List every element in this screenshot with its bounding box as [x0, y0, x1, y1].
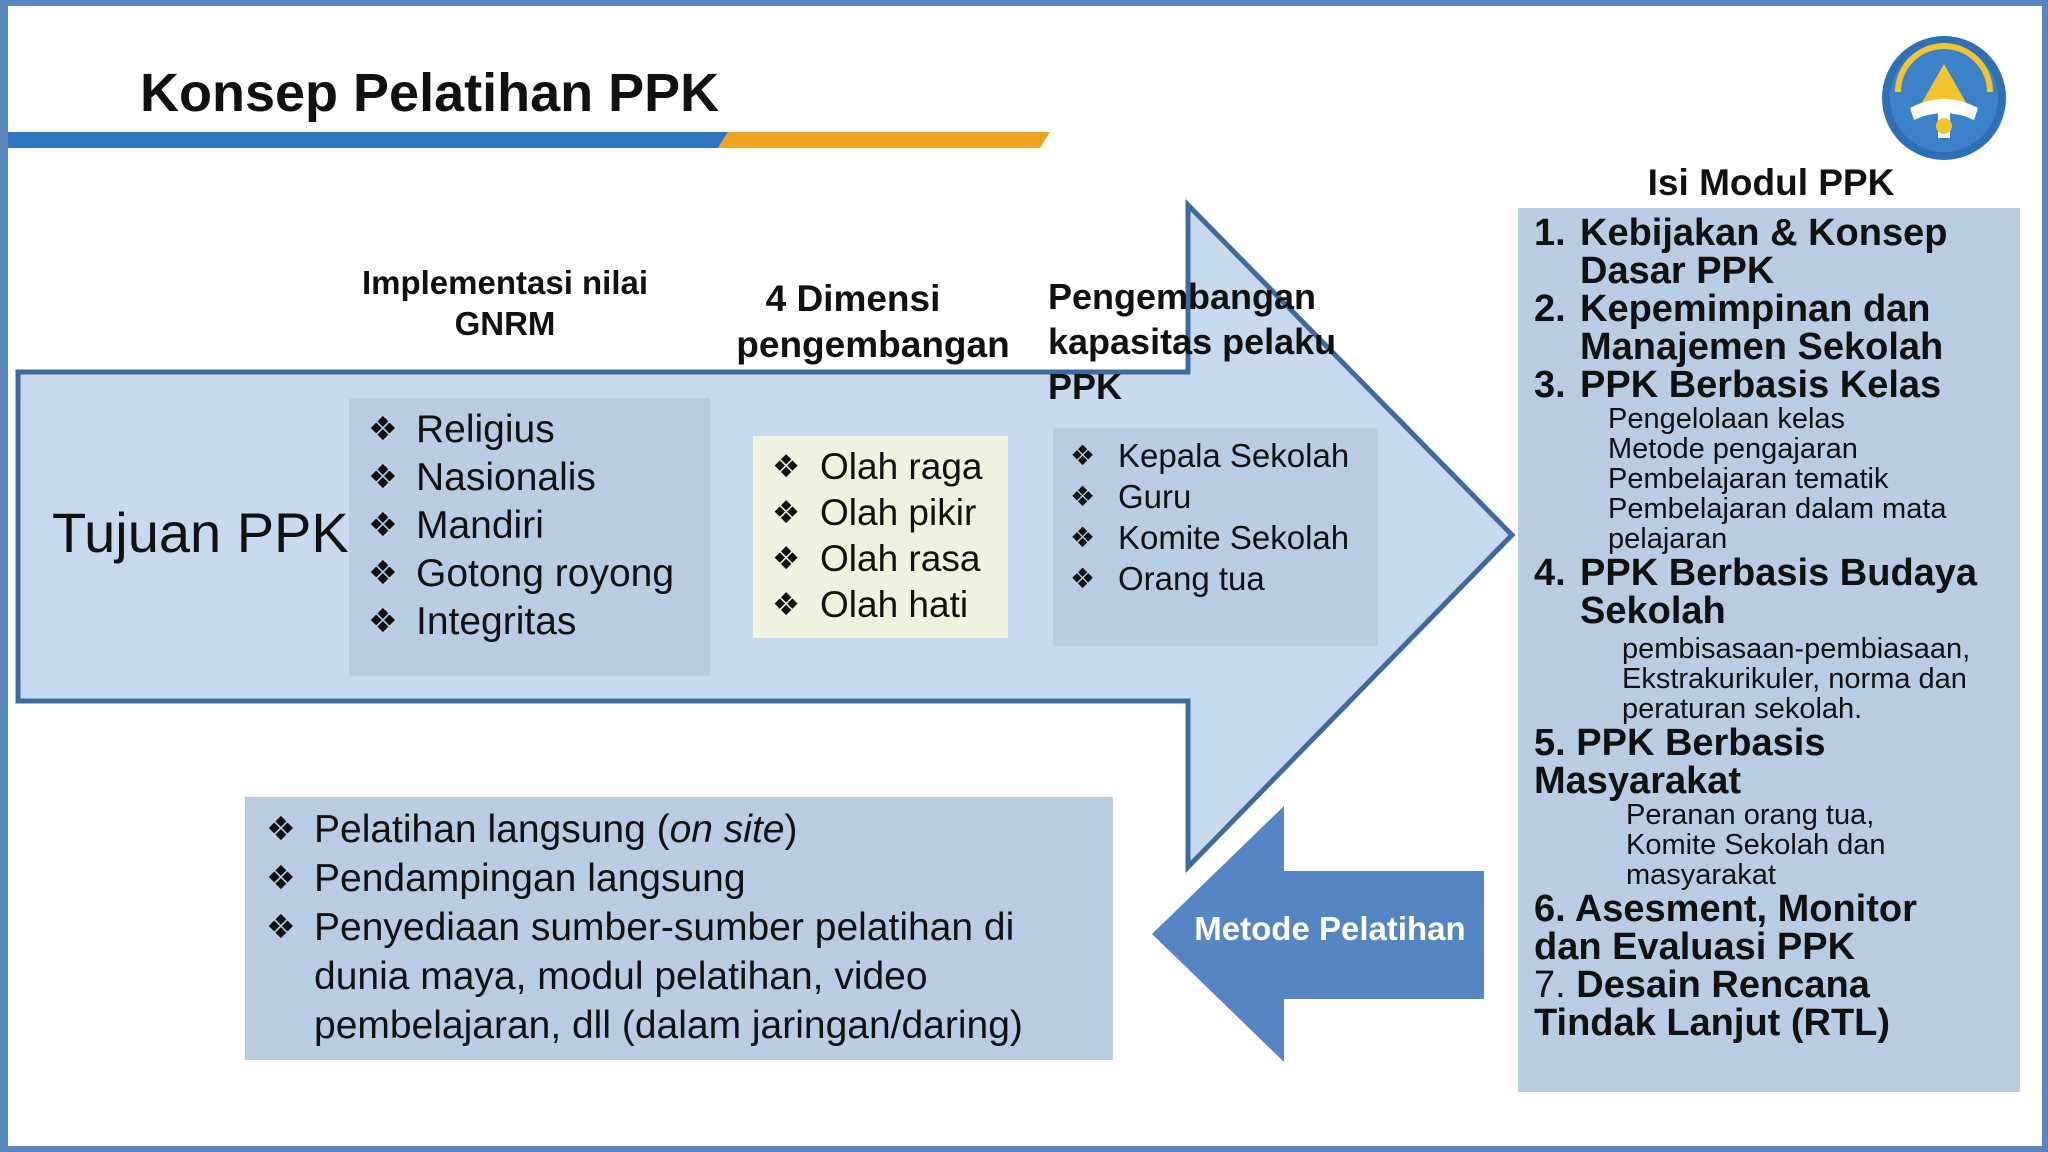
dimensi-heading-line: pengembangan	[736, 324, 1010, 365]
modul-item-3-sub: Pengelolaan kelas Metode pengajaran Pembelajaran tematik Pembelajaran dalam mata pelajaran	[1608, 403, 1947, 555]
kapasitas-heading	[1048, 274, 1388, 409]
modul-item-5-sub: Peranan orang tua, Komite Sekolah dan masyarakat	[1626, 799, 1886, 891]
dimensi-list	[764, 444, 1004, 628]
list-item: ❖ Integritas	[360, 598, 705, 646]
gnrm-heading	[340, 262, 670, 344]
metode-label: Metode Pelatihan	[1194, 910, 1466, 947]
bullet-icon: ❖	[772, 587, 801, 622]
bullet-icon: ❖	[1070, 522, 1096, 553]
list-item: ❖ Mandiri	[360, 502, 705, 550]
kapasitas-list	[1062, 435, 1374, 599]
list-item: ❖ Pendampingan langsung	[258, 854, 1108, 903]
kapasitas-heading-line: Pengembangan	[1048, 276, 1317, 317]
bullet-icon: ❖	[772, 495, 801, 530]
gnrm-heading-line: GNRM	[454, 305, 556, 342]
list-item: ❖ Olah hati	[764, 582, 1004, 628]
list-item: ❖ Olah pikir	[764, 490, 1004, 536]
modul-item-6: 6. Asesment, Monitor dan Evaluasi PPK	[1534, 888, 1917, 968]
bullet-icon: ❖	[266, 909, 296, 946]
page-title: Konsep Pelatihan PPK	[140, 63, 720, 123]
metode-list	[258, 805, 1108, 1050]
list-item: ❖ Pelatihan langsung (on site)	[258, 805, 1108, 854]
dimensi-heading	[728, 276, 1018, 368]
metode-box	[258, 805, 1108, 1050]
list-item: ❖ Komite Sekolah	[1070, 519, 1350, 556]
dimensi-heading-line: 4 Dimensi	[765, 278, 941, 319]
bullet-icon: ❖	[772, 449, 801, 484]
list-item: ❖ Penyediaan sumber-sumber pelatihan di dunia maya, modul pelatihan, video pembelajaran, dll (dalam jaringan/daring)	[258, 903, 1108, 1050]
dimensi-box	[764, 444, 1004, 628]
gnrm-heading-line: Implementasi nilai	[361, 264, 649, 301]
kapasitas-box	[1062, 435, 1374, 599]
gnrm-box	[360, 406, 705, 646]
list-item: ❖ Guru	[1070, 478, 1192, 515]
bullet-icon: ❖	[1070, 563, 1096, 594]
tujuan-label: Tujuan PPK	[52, 501, 349, 564]
isi-modul-box	[1518, 208, 2020, 1092]
isi-modul-title: Isi Modul PPK	[1647, 162, 1895, 203]
kapasitas-heading-line: kapasitas pelaku	[1048, 321, 1337, 362]
title-bar-blue	[8, 132, 728, 148]
bullet-icon: ❖	[1070, 440, 1096, 471]
gnrm-list	[360, 406, 705, 646]
modul-item-4: 4. PPK Berbasis Budaya Sekolah	[1534, 552, 1978, 632]
list-item: ❖ Orang tua	[1070, 560, 1265, 597]
list-item: ❖ Kepala Sekolah	[1070, 437, 1350, 474]
title-bar-orange	[718, 132, 1050, 148]
modul-item-3: 3. PPK Berbasis Kelas	[1534, 364, 1942, 406]
bullet-icon: ❖	[266, 811, 296, 848]
bullet-icon: ❖	[1070, 481, 1096, 512]
list-item: ❖ Nasionalis	[360, 454, 705, 502]
modul-item-7: 7. Desain Rencana Tindak Lanjut (RTL)	[1534, 964, 1891, 1044]
modul-item-4-sub: pembisasaan-pembiasaan, Ekstrakurikuler, norma dan peraturan sekolah.	[1622, 633, 1971, 725]
bullet-icon: ❖	[368, 459, 398, 496]
bullet-icon: ❖	[368, 411, 398, 448]
bullet-icon: ❖	[772, 541, 801, 576]
bullet-icon: ❖	[266, 860, 296, 897]
ministry-logo	[1880, 34, 2008, 162]
bullet-icon: ❖	[368, 603, 398, 640]
list-item: ❖ Olah raga	[764, 444, 1004, 490]
modul-item-1: 1. Kebijakan & Konsep Dasar PPK	[1534, 212, 1948, 292]
bullet-icon: ❖	[368, 555, 398, 592]
modul-item-5: 5. PPK Berbasis Masyarakat	[1534, 722, 1826, 802]
isi-modul-list	[1534, 214, 2012, 1042]
list-item: ❖ Gotong royong	[360, 550, 705, 598]
kapasitas-heading-line: PPK	[1048, 366, 1123, 407]
modul-item-2: 2. Kepemimpinan dan Manajemen Sekolah	[1534, 288, 1944, 368]
list-item: ❖ Olah rasa	[764, 536, 1004, 582]
bullet-icon: ❖	[368, 507, 398, 544]
list-item: ❖ Religius	[360, 406, 705, 454]
